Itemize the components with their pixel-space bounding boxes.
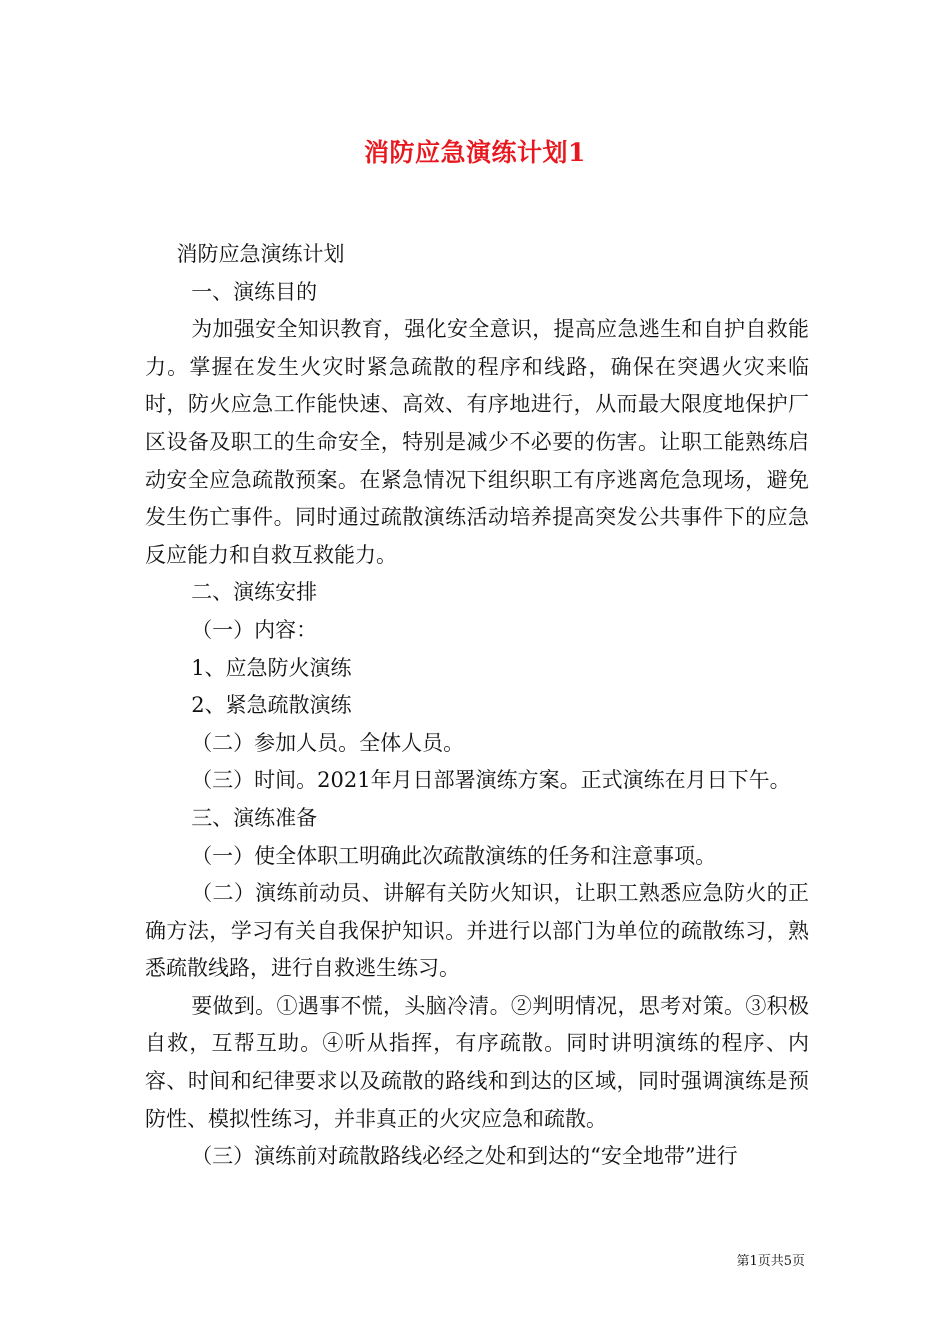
paragraph-heading: 消防应急演练计划 (176, 242, 345, 266)
paragraph: 为加强安全知识教育，强化安全意识，提高应急逃生和自护自救能力。掌握在发生火灾时紧急疏散的程序和线路，确保在突遇火灾来临时，防火应急工作能快速、高效、有序地进行，从而最大限度地保护厂区设备及职工的生命安全，特别是减少不必要的伤害。让职工能熟练启动安全应急疏散预案。在紧急情况下组织职工有序逃离危急现场，避免发生伤亡事件。同时通过疏散演练活动培养提高突发公共事件下的应急反应能力和自救互救能力。 (145, 317, 809, 567)
list-item: 1、应急防火演练 (191, 655, 352, 680)
page-number-footer: 第1页共5页 (736, 1254, 805, 1269)
paragraph: （一）内容： (191, 617, 318, 642)
page-title: 消防应急演练计划1 (364, 138, 586, 167)
paragraph: （二）参加人员。全体人员。 (191, 730, 465, 755)
paragraph: （三）演练前对疏散路线必经之处和到达的“安全地带”进行 (191, 1144, 738, 1169)
document-body (145, 236, 809, 1176)
section-heading: 三、演练准备 (191, 805, 318, 830)
list-item: 2、紧急疏散演练 (191, 693, 352, 718)
section-heading: 一、演练目的 (191, 279, 318, 304)
section-heading: 二、演练安排 (191, 580, 318, 605)
paragraph: 要做到。①遇事不慌，头脑冷清。②判明情况，思考对策。③积极自救，互帮互助。④听从指挥，有序疏散。同时讲明演练的程序、内容、时间和纪律要求以及疏散的路线和到达的区域，同时强调演练是预防性、模拟性练习，并非真正的火灾应急和疏散。 (145, 993, 809, 1131)
paragraph: （二）演练前动员、讲解有关防火知识，让职工熟悉应急防火的正确方法，学习有关自我保护知识。并进行以部门为单位的疏散练习，熟悉疏散线路，进行自救逃生练习。 (145, 881, 809, 981)
paragraph: （一）使全体职工明确此次疏散演练的任务和注意事项。 (191, 843, 717, 868)
paragraph: （三）时间。2021年月日部署演练方案。正式演练在月日下午。 (191, 768, 791, 793)
